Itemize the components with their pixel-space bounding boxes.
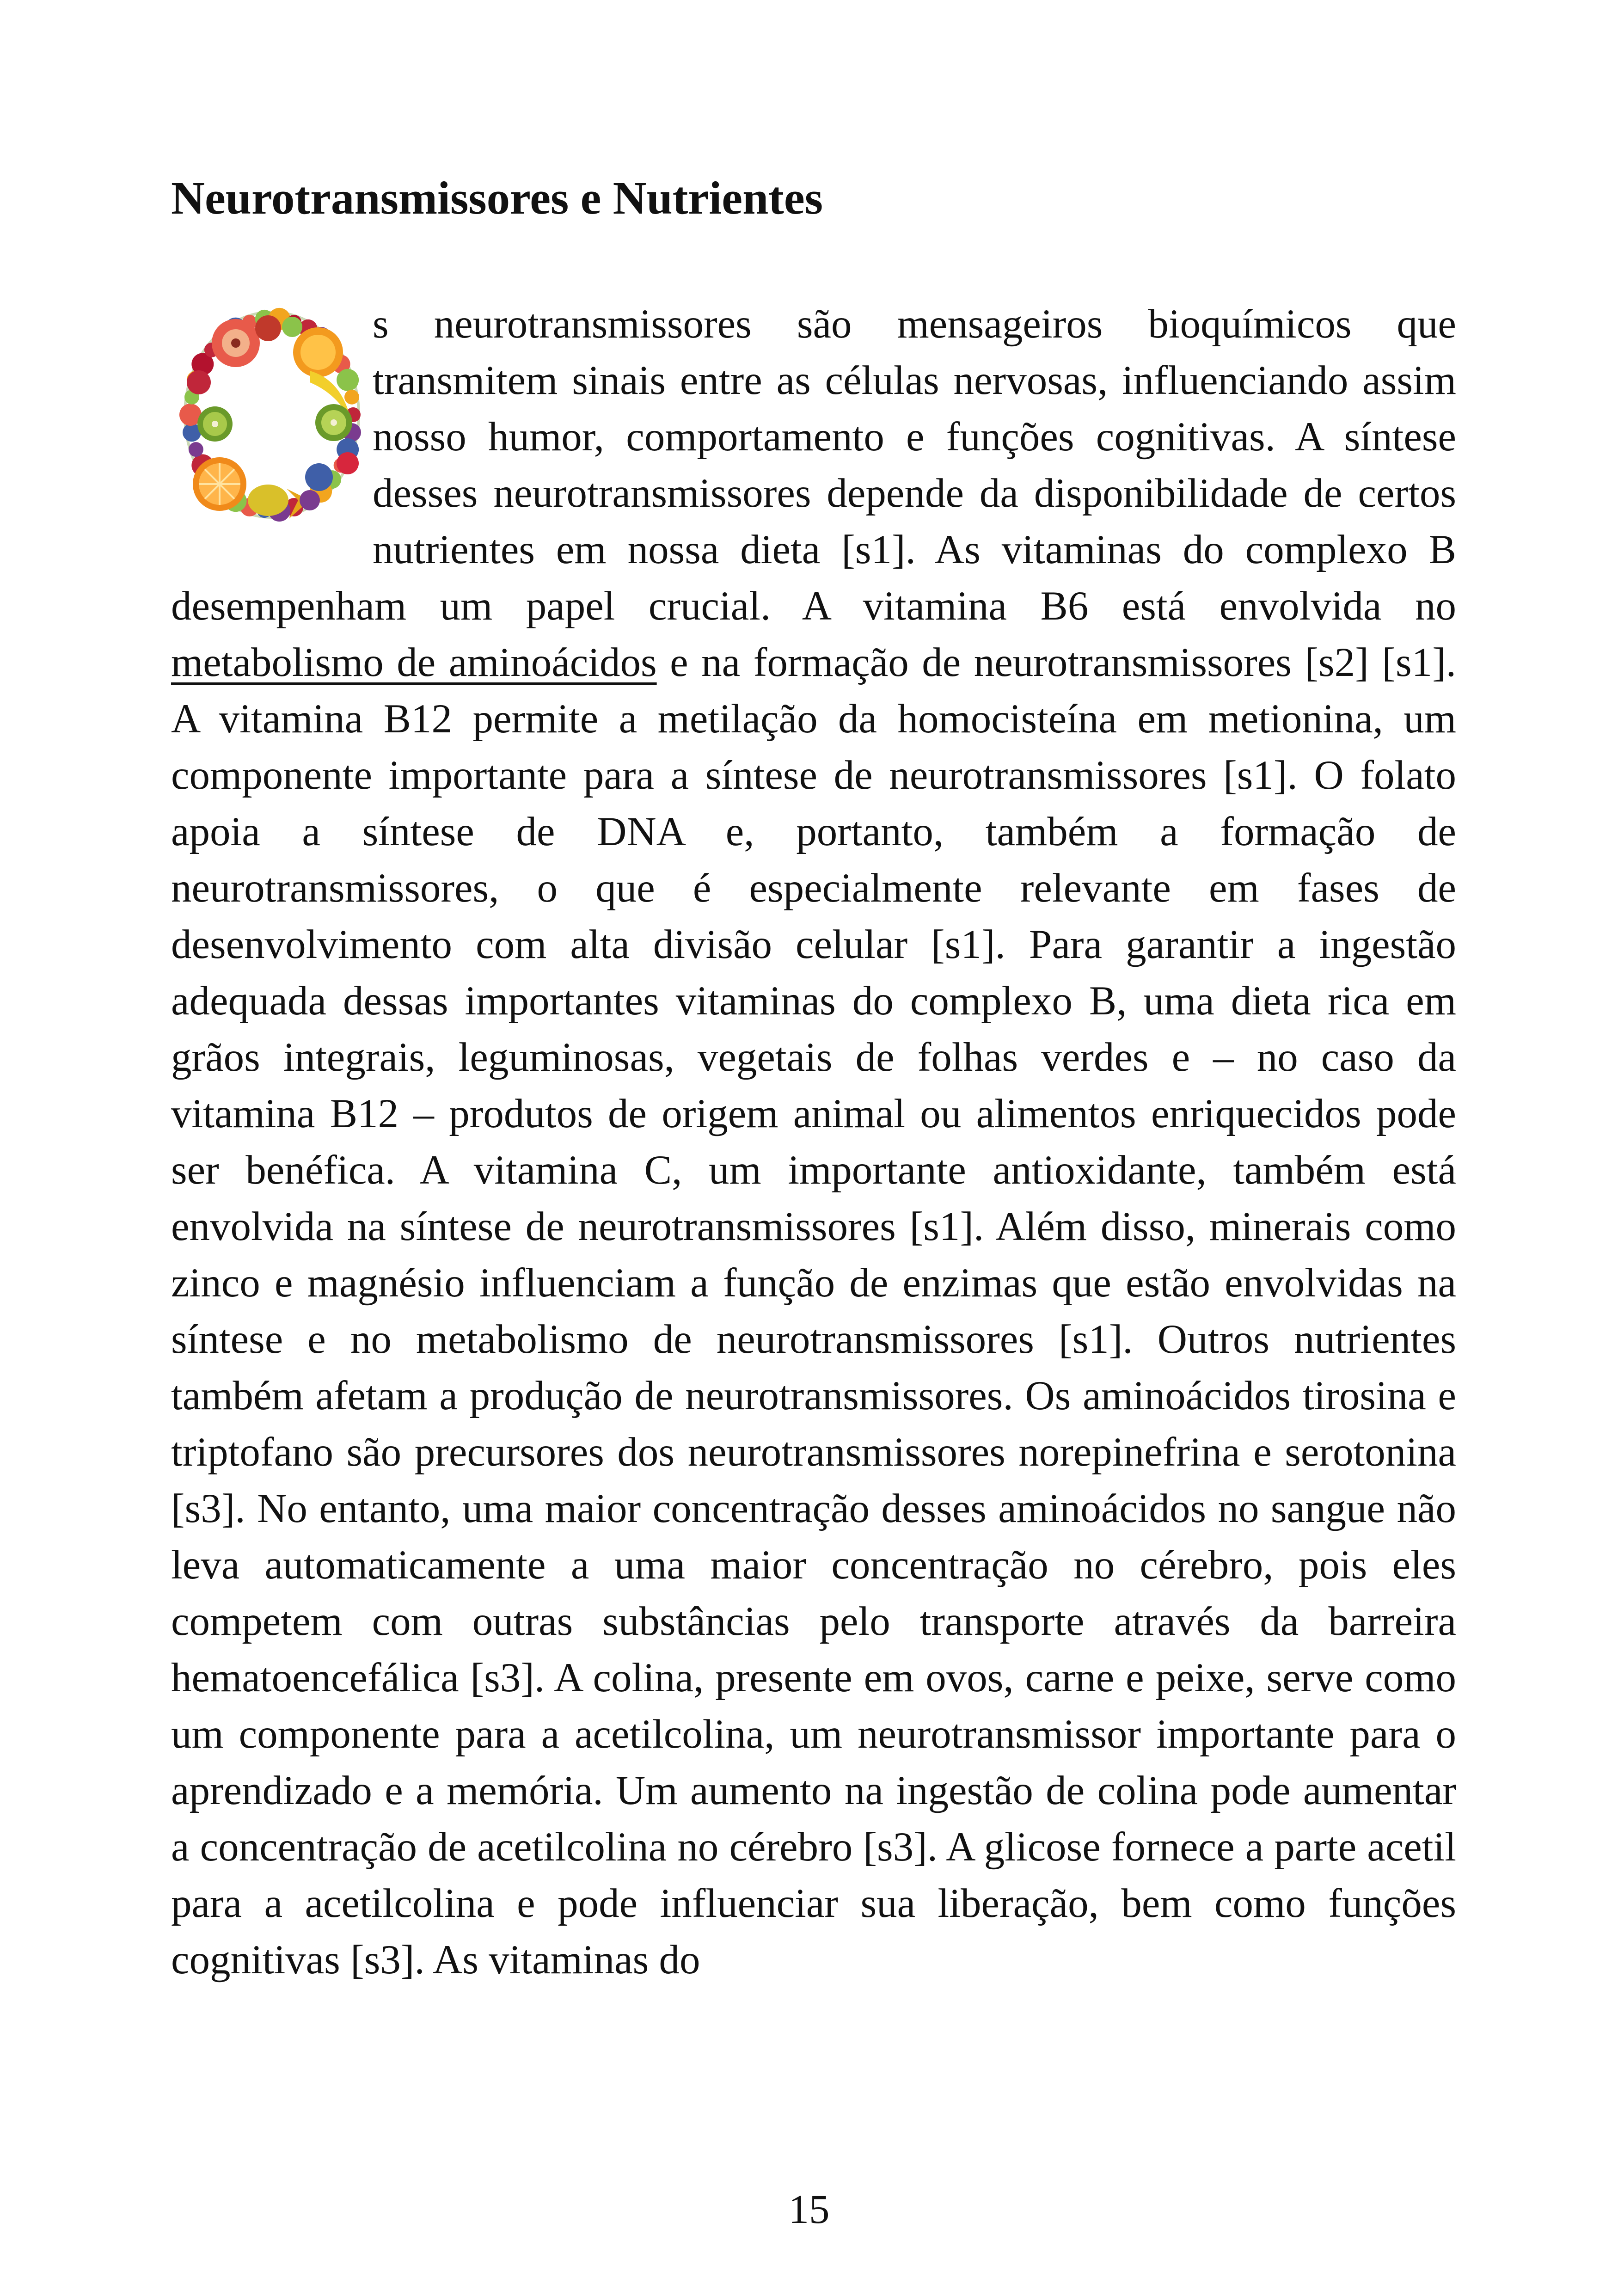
drop-cap (171, 301, 373, 528)
fruit-letter-o-icon (171, 301, 373, 528)
page-number: 15 (788, 2187, 830, 2232)
paragraph-text-start: s neurotransmissores são mensageiros bioquímicos que transmitem sinais entre as células nervosas, influenciando assim nosso humor, comportamento e funções cognitivas. A síntese desses neurotransmissores depende da disponibilidade de certos nutrientes em nossa dieta [s1]. As vitaminas do complexo B desempenham um papel crucial. A vitamina B6 está envolvida no (171, 301, 1456, 629)
paragraph-text-end: e na formação de neurotransmissores [s2] [s1]. A vitamina B12 permite a metilação da homocisteína em metionina, um componente importante para a síntese de neurotransmissores [s1]. O folato apoia a síntese de DNA e, portanto, também a formação de neurotransmissores, o que é especialmente relevante em fases de desenvolvimento com alta divisão celular [s1]. Para garantir a ingestão adequada dessas importantes vitaminas do complexo B, uma dieta rica em grãos integrais, leguminosas, vegetais de folhas verdes e – no caso da vitamina B12 – produtos de origem animal ou alimentos enriquecidos pode ser benéfica. A vitamina C, um importante antioxidante, também está envolvida na síntese de neurotransmissores [s1]. Além disso, minerais como zinco e magnésio influenciam a função de enzimas que estão envolvidas na síntese e no metabolismo de neurotransmissores [s1]. Outros nutrientes também afetam a produção de neurotransmissores. Os aminoácidos tirosina e triptofano são precursores dos neurotransmissores norepinefrina e serotonina [s3]. No entanto, uma maior concentração desses aminoácidos no sangue não leva automaticamente a uma maior concentração no cérebro, pois eles competem com outras substâncias pelo transporte através da barreira hematoencefálica [s3]. A colina, presente em ovos, carne e peixe, serve como um componente para a acetilcolina, um neurotransmissor importante para o aprendizado e a memória. Um aumento na ingestão de colina pode aumentar a concentração de acetilcolina no cérebro [s3]. A glicose fornece a parte acetil para a acetilcolina e pode influenciar sua liberação, bem como funções cognitivas [s3]. As vitaminas do (171, 640, 1456, 1983)
section-heading: Neurotransmissores e Nutrientes (171, 172, 823, 224)
underlined-term: metabolismo de aminoácidos (171, 640, 657, 685)
body-paragraph (171, 296, 1456, 1988)
